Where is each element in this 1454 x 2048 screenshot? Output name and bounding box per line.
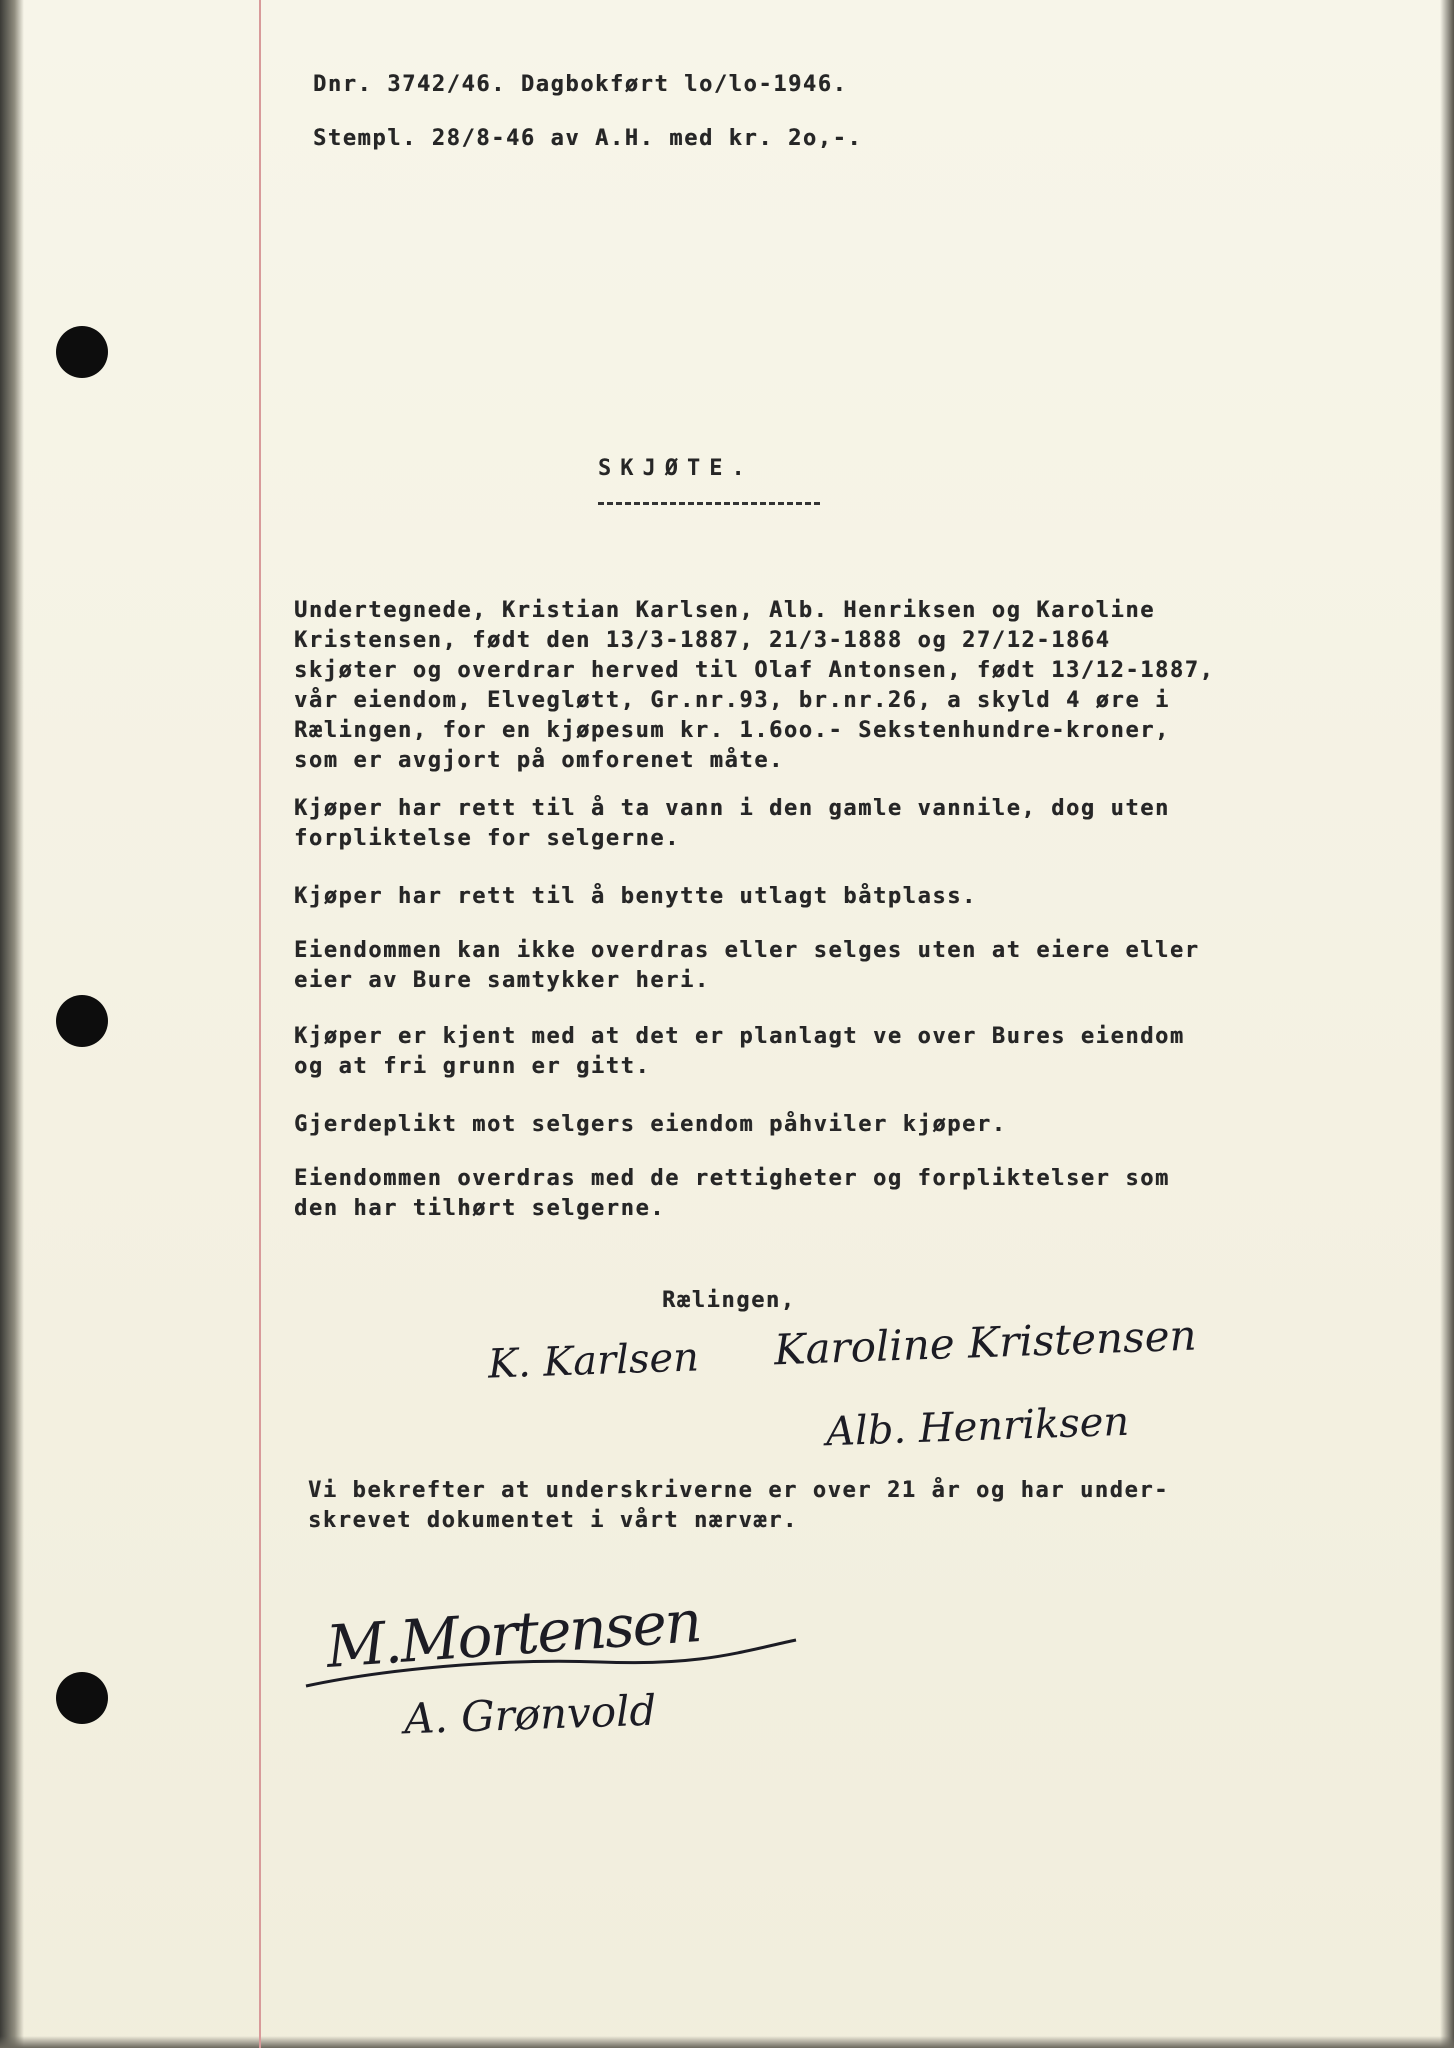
scan-edge-right	[1440, 0, 1454, 2048]
scan-edge-left	[0, 0, 24, 2048]
text-line: og at fri grunn er gitt.	[294, 1054, 651, 1079]
registration-line: Dnr. 3742/46. Dagbokført lo/lo-1946.	[313, 72, 848, 97]
text-line: Kjøper har rett til å ta vann i den gamle vannile, dog uten	[294, 796, 1170, 821]
text-line: skjøter og overdrar herved til Olaf Antonsen, født 13/12-1887,	[294, 658, 1215, 683]
scan-edge-bottom	[0, 2036, 1454, 2048]
title-underline	[598, 502, 820, 505]
text-line: vår eiendom, Elvegløtt, Gr.nr.93, br.nr.26, a skyld 4 øre i	[294, 688, 1170, 713]
paragraph-conveyance	[294, 596, 1214, 776]
paragraph-water-right	[294, 794, 1170, 854]
witness-statement	[308, 1476, 1169, 1536]
punch-hole-middle	[56, 995, 108, 1047]
text-line: Eiendommen kan ikke overdras eller selges uten at eiere eller	[294, 938, 1200, 963]
text-line: som er avgjort på omforenet måte.	[294, 748, 784, 773]
text-line: Vi bekrefter at underskriverne er over 21 år og har under-	[308, 1478, 1170, 1503]
stamp-line: Stempl. 28/8-46 av A.H. med kr. 2o,-.	[313, 126, 863, 151]
text-line: skrevet dokumentet i vårt nærvær.	[308, 1508, 798, 1533]
text-line: Eiendommen overdras med de rettigheter og forpliktelser som	[294, 1166, 1170, 1191]
document-title: SKJØTE.	[598, 456, 754, 481]
text-line: Kjøper har rett til å benytte utlagt båtplass.	[294, 884, 977, 909]
text-line: Kjøper er kjent med at det er planlagt ve over Bures eiendom	[294, 1024, 1185, 1049]
text-line: Gjerdeplikt mot selgers eiendom påhviler kjøper.	[294, 1112, 1007, 1137]
text-line: Rælingen, for en kjøpesum kr. 1.6oo.- Sekstenhundre-kroner,	[294, 718, 1170, 743]
paragraph-rights-obligations	[294, 1164, 1170, 1224]
text-line: Kristensen, født den 13/3-1887, 21/3-1888 og 27/12-1864	[294, 628, 1111, 653]
paragraph-planned-road	[294, 1022, 1185, 1082]
text-line: forpliktelse for selgerne.	[294, 826, 680, 851]
paragraph-fence-duty	[294, 1110, 1007, 1140]
witness-signature-mortensen: M.Mortensen	[324, 1587, 703, 1681]
signature-karlsen: K. Karlsen	[487, 1334, 700, 1388]
margin-rule	[259, 0, 261, 2048]
witness-signature-gronvold: A. Grønvold	[403, 1685, 658, 1744]
signature-henriksen: Alb. Henriksen	[825, 1398, 1130, 1456]
signature-kristensen: Karoline Kristensen	[773, 1310, 1198, 1375]
text-line: eier av Bure samtykker heri.	[294, 968, 710, 993]
paragraph-transfer-restriction	[294, 936, 1200, 996]
text-line: Undertegnede, Kristian Karlsen, Alb. Henriksen og Karoline	[294, 598, 1156, 623]
signing-place: Rælingen,	[662, 1288, 796, 1313]
text-line: den har tilhørt selgerne.	[294, 1196, 666, 1221]
punch-hole-top	[56, 326, 108, 378]
paragraph-boat-place	[294, 882, 977, 912]
punch-hole-bottom	[56, 1672, 108, 1724]
